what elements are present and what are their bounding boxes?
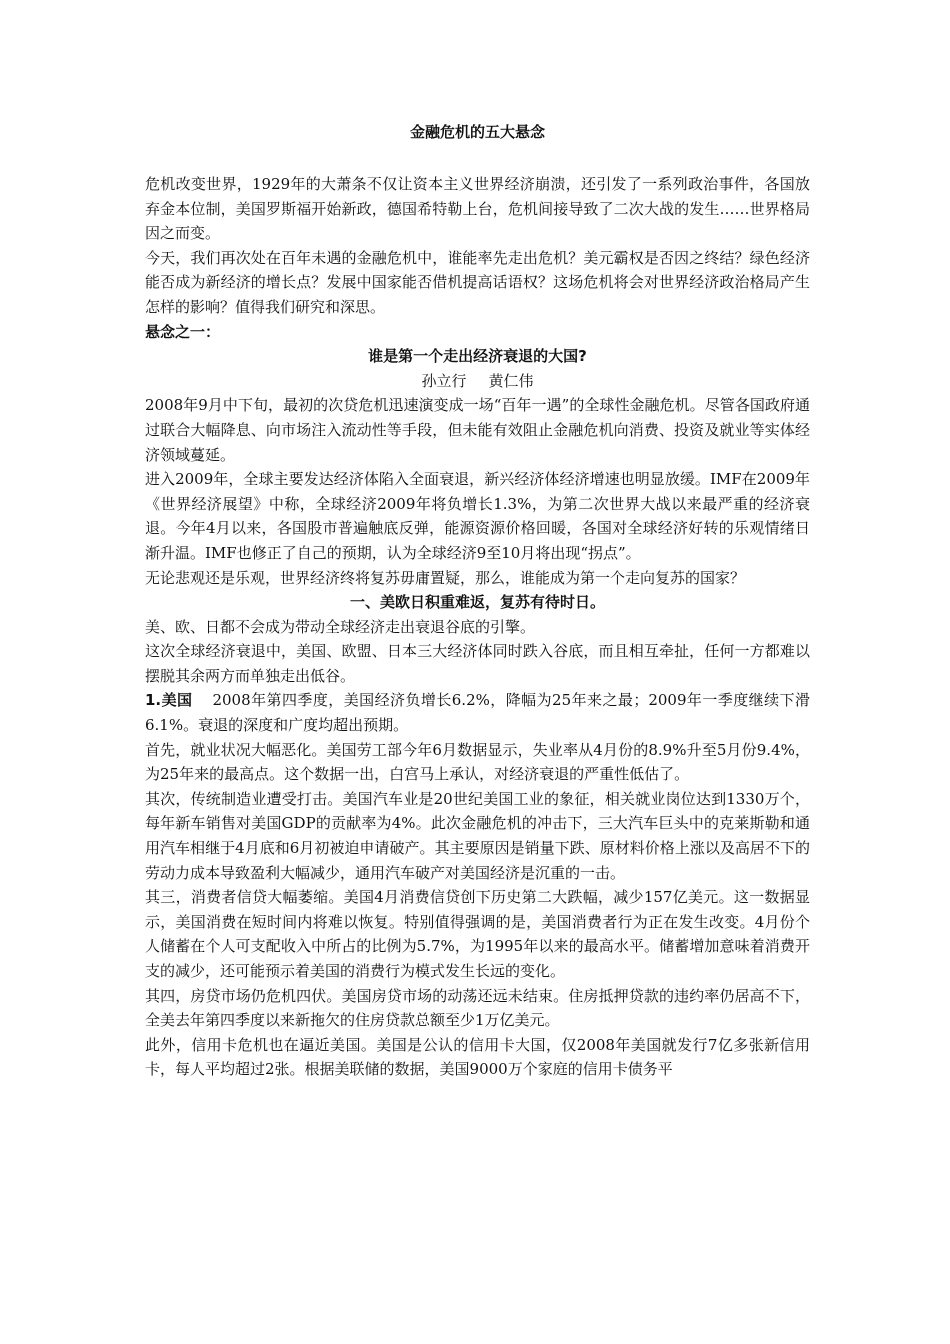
body-paragraph: 这次全球经济衰退中，美国、欧盟、日本三大经济体同时跌入谷底，而且相互牵扯，任何一方都难以摆脱其余两方而单独走出低谷。 (145, 642, 810, 685)
intro-paragraph-2: 今天，我们再次处在百年未遇的金融危机中，谁能率先走出危机？美元霸权是否因之终结？绿色经济能否成为新经济的增长点？发展中国家能否借机提高话语权？这场危机将会对世界经济政治格局产生怎样的影响？值得我们研究和深思。 (145, 248, 810, 316)
body-paragraph: 2008年9月中下旬，最初的次贷危机迅速演变成一场“百年一遇”的全球性金融危机。尽管各国政府通过联合大幅降息、向市场注入流动性等手段，但未能有效阻止金融危机向消费、投资及就业等实体经济领域蔓延。 (145, 396, 810, 464)
body-paragraph: 美、欧、日都不会成为带动全球经济走出衰退谷底的引擎。 (145, 617, 536, 636)
body-paragraph: 首先，就业状况大幅恶化。美国劳工部今年6月数据显示，失业率从4月份的8.9%升至5月份9.4%，为25年来的最高点。这个数据一出，白宫马上承认，对经济衰退的严重性低估了。 (145, 740, 810, 784)
author-2: 黄仁伟 (488, 371, 534, 390)
us-paragraph (145, 688, 810, 737)
document-page (145, 120, 810, 1082)
suspense-label: 悬念之一： (145, 322, 221, 341)
intro-paragraph-1: 危机改变世界，1929年的大萧条不仅让资本主义世界经济崩溃，还引发了一系列政治事件，各国放弃金本位制，美国罗斯福开始新政，德国希特勒上台，危机间接导致了二次大战的发生……世界格局因之而变。 (145, 175, 810, 243)
section-heading: 一、美欧日积重难返，复苏有待时日。 (349, 593, 605, 612)
us-text: 2008年第四季度，美国经济负增长6.2%，降幅为25年来之最；2009年一季度继续下滑6.1%。衰退的深度和广度均超出预期。 (145, 691, 810, 735)
body-paragraph: 其三，消费者信贷大幅萎缩。美国4月消费信贷创下历史第二大跌幅，减少157亿美元。这一数据显示，美国消费在短时间内将难以恢复。特别值得强调的是，美国消费者行为正在发生改变。4月份个人储蓄在个人可支配收入中所占的比例为5.7%，为1995年以来的最高水平。储蓄增加意味着消费开支的减少，还可能预示着美国的消费行为模式发生长远的变化。 (145, 888, 810, 980)
body-paragraph: 其次，传统制造业遭受打击。美国汽车业是20世纪美国工业的象征，相关就业岗位达到1330万个，每年新车销售对美国GDP的贡献率为4%。此次金融危机的冲击下，三大汽车巨头中的克莱斯勒和通用汽车相继于4月底和6月初被迫申请破产。其主要原因是销量下跌、原材料价格上涨以及高居不下的劳动力成本导致盈利大幅减少，通用汽车破产对美国经济是沉重的一击。 (145, 789, 810, 882)
article-authors (145, 369, 810, 394)
body-paragraph: 其四，房贷市场仍危机四伏。美国房贷市场的动荡还远未结束。住房抵押贷款的违约率仍居高不下，全美去年第四季度以来新拖欠的住房贷款总额至少1万亿美元。 (145, 986, 810, 1030)
document-title: 金融危机的五大悬念 (409, 123, 545, 141)
us-heading: 1.美国 (145, 691, 193, 710)
article-title: 谁是第一个走出经济衰退的大国? (368, 347, 587, 366)
body-paragraph: 无论悲观还是乐观，世界经济终将复苏毋庸置疑，那么，谁能成为第一个走向复苏的国家？ (145, 568, 746, 587)
body-paragraph: 进入2009年，全球主要发达经济体陷入全面衰退，新兴经济体经济增速也明显放缓。IMF在2009年《世界经济展望》中称，全球经济2009年将负增长1.3%，为第二次世界大战以来最严重的经济衰退。今年4月以来，各国股市普遍触底反弹，能源资源价格回暖，各国对全球经济好转的乐观情绪日渐升温。IMF也修正了自己的预期，认为全球经济9至10月将出现“拐点”。 (145, 470, 810, 562)
body-paragraph: 此外，信用卡危机也在逼近美国。美国是公认的信用卡大国，仅2008年美国就发行7亿多张新信用卡，每人平均超过2张。根据美联储的数据，美国9000万个家庭的信用卡债务平 (145, 1035, 810, 1079)
author-1: 孙立行 (421, 371, 467, 390)
